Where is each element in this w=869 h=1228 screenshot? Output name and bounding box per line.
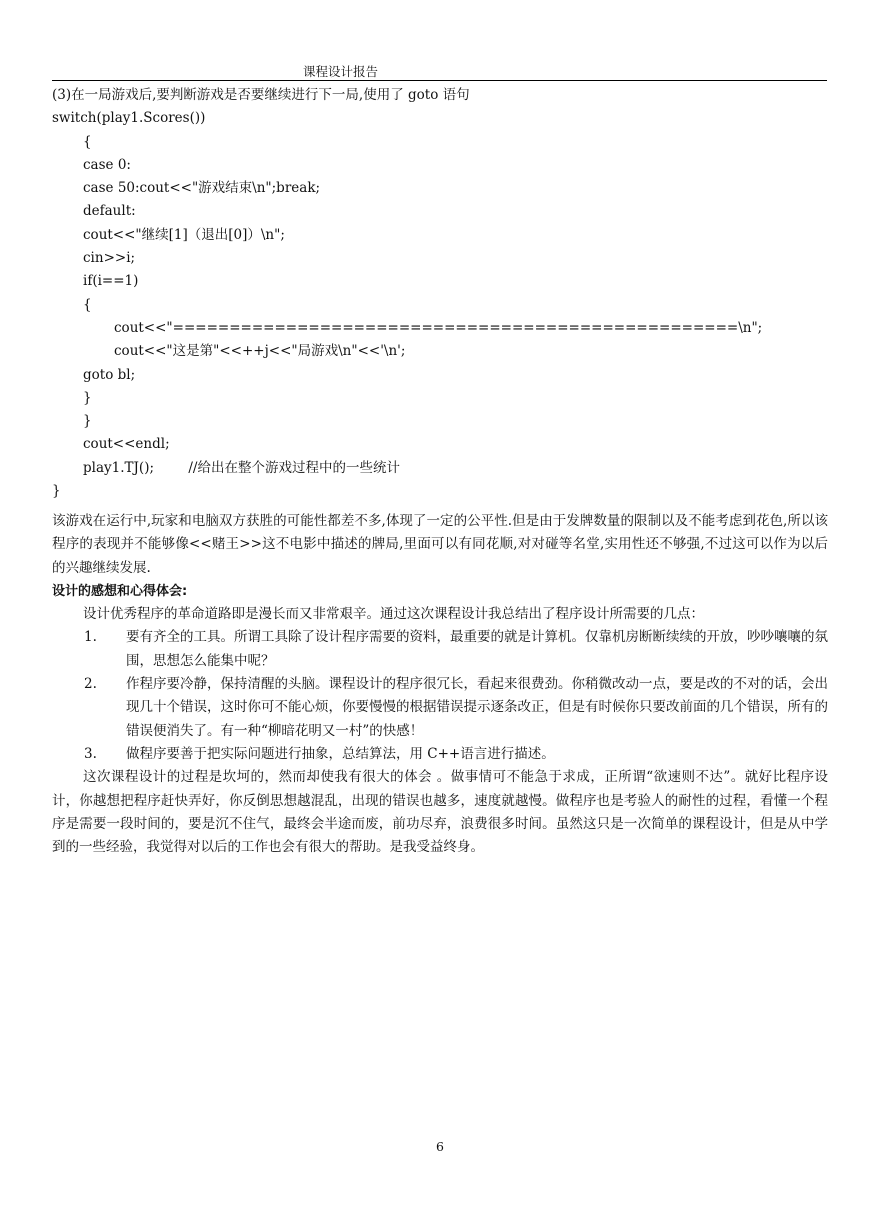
- list-item-text: 要有齐全的工具。所谓工具除了设计程序需要的资料，最重要的就是计算机。仅靠机房断断续续的开放，吵吵嚷嚷的氛围，思想怎么能集中呢？: [126, 629, 828, 669]
- code-line: goto bl;: [83, 366, 136, 383]
- section-heading: 设计的感想和心得体会:: [52, 583, 188, 599]
- code-line: cout<<"==================================================\n";: [114, 319, 763, 336]
- code-block: [52, 84, 832, 503]
- code-line: play1.TJ(); //给出在整个游戏过程中的一些统计: [83, 459, 400, 476]
- list-item: [52, 743, 828, 766]
- code-caption: (3)在一局游戏后,要判断游戏是否要继续进行下一局,使用了 goto 语句: [52, 87, 470, 103]
- header-rule: [52, 80, 827, 81]
- list-item: [52, 626, 828, 673]
- page-header-title: 课程设计报告: [303, 64, 379, 79]
- code-line: case 50:cout<<"游戏结束\n";break;: [83, 180, 321, 197]
- page-number: 6: [436, 1139, 444, 1154]
- code-line: cout<<"继续[1]（退出[0]）\n";: [83, 226, 285, 243]
- code-line: {: [83, 296, 92, 313]
- code-line: cin>>i;: [83, 250, 136, 267]
- report-body: [52, 510, 828, 859]
- code-line: }: [83, 389, 92, 406]
- list-item-text: 做程序要善于把实际问题进行抽象，总结算法，用 C++语言进行描述。: [126, 745, 555, 762]
- section-intro: 设计优秀程序的革命道路即是漫长而又非常艰辛。通过这次课程设计我总结出了程序设计所需要的几点：: [83, 606, 704, 623]
- code-line: }: [83, 413, 92, 430]
- code-line: cout<<endl;: [83, 436, 170, 453]
- code-line: {: [83, 133, 92, 150]
- code-line: switch(play1.Scores()): [52, 110, 206, 127]
- list-item: [52, 673, 828, 743]
- list-item-number: 2.: [84, 676, 97, 693]
- list-item-number: 1.: [84, 629, 97, 646]
- summary-paragraph: 该游戏在运行中,玩家和电脑双方获胜的可能性都差不多,体现了一定的公平性.但是由于发牌数量的限制以及不能考虑到花色,所以该程序的表现并不能够像<<赌王>>这不电影中描述的牌局,里面可以有同花顺,对对碰等名堂,实用性还不够强,不过这可以作为以后的兴趣继续发展.: [52, 513, 828, 576]
- list-item-number: 3.: [84, 745, 97, 762]
- code-line: if(i==1): [83, 273, 139, 290]
- list-item-text: 作程序要冷静，保持清醒的头脑。课程设计的程序很冗长，看起来很费劲。你稍微改动一点，要是改的不对的话，会出现几十个错误，这时你可不能心烦，你要慢慢的根据错误提示逐条改正，但是有时候你只要改前面的几个错误，所有的错误便消失了。有一种“柳暗花明又一村”的快感！: [126, 676, 828, 739]
- code-line: default:: [83, 203, 136, 220]
- code-line: case 0:: [83, 156, 131, 173]
- code-line: }: [52, 483, 61, 500]
- closing-paragraph: 这次课程设计的过程是坎坷的，然而却使我有很大的体会 。做事情可不能急于求成，正所谓“欲速则不达”。就好比程序设计，你越想把程序赶快弄好，你反倒思想越混乱，出现的错误也越多，速度就越慢。做程序也是考验人的耐性的过程，看懂一个程序是需要一段时间的，要是沉不住气，最终会半途而废，前功尽弃，浪费很多时间。虽然这只是一次简单的课程设计，但是从中学到的一些经验，我觉得对以后的工作也会有很大的帮助。是我受益终身。: [52, 769, 828, 856]
- code-line: cout<<"这是第"<<++j<<"局游戏\n"<<'\n';: [114, 343, 406, 360]
